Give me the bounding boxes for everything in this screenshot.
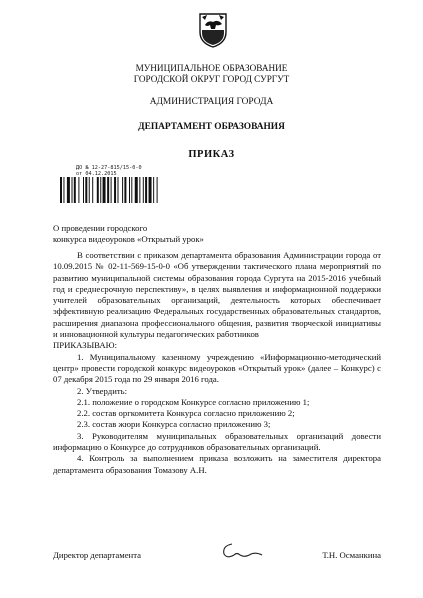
order-item-1: 1. Муниципальному казенному учреждению «Информационно-методический центр» провести городской конкурс видеоуроков «Открытый урок» (далее – Конкурс) с 07 декабря 2015 года по 29 января 2016 года. xyxy=(53,351,381,385)
signature-block xyxy=(53,550,381,570)
header-city-district: ГОРОДСКОЙ ОКРУГ ГОРОД СУРГУТ xyxy=(133,74,290,84)
barcode-bar xyxy=(78,177,79,203)
barcode-bar xyxy=(122,177,123,203)
barcode-bar xyxy=(72,177,73,203)
barcode-bar xyxy=(124,177,126,203)
barcode xyxy=(60,177,192,203)
registration-stamp xyxy=(76,165,142,177)
order-subject xyxy=(53,223,204,245)
order-word: ПРИКАЗЫВАЮ: xyxy=(53,340,118,351)
barcode-bar xyxy=(74,177,76,203)
subject-line-2: конкурса видеоуроков «Открытый урок» xyxy=(53,234,204,244)
barcode-bar xyxy=(111,177,112,203)
barcode-bar xyxy=(85,177,87,203)
barcode-bar xyxy=(157,177,158,203)
barcode-bar xyxy=(83,177,84,203)
coat-of-arms-emblem xyxy=(198,12,228,48)
barcode-bar xyxy=(100,177,101,203)
barcode-bar xyxy=(92,177,93,203)
barcode-bar xyxy=(139,177,140,203)
order-item-3: 3. Руководителям муниципальных образовательных организаций довести информацию о Конкурсе до сотрудников образовательных организаций. xyxy=(53,430,381,453)
header-municipality: МУНИЦИПАЛЬНОЕ ОБРАЗОВАНИЕ xyxy=(135,63,288,73)
barcode-bar xyxy=(131,177,132,203)
handwritten-signature xyxy=(218,540,268,562)
barcode-bar xyxy=(60,177,62,203)
barcode-bar xyxy=(97,177,99,203)
subject-line-1: О проведении городского xyxy=(53,223,148,233)
barcode-bar xyxy=(149,177,152,203)
order-item-2-1: 2.1. положение о городском Конкурсе согласно приложению 1; xyxy=(77,396,310,407)
order-item-2-3: 2.3. состав жюри Конкурса согласно приложению 3; xyxy=(77,419,271,430)
barcode-bar xyxy=(89,177,90,203)
registration-date: от 04.12.2015 xyxy=(76,171,117,177)
order-body xyxy=(53,250,381,476)
order-item-2-2: 2.2. состав оргкомитета Конкурса согласно приложению 2; xyxy=(77,408,295,419)
order-item-4: 4. Контроль за выполнением приказа возложить на заместителя директора департамента образования Томазову А.Н. xyxy=(53,453,381,475)
barcode-bar xyxy=(153,177,154,203)
barcode-bar xyxy=(107,177,109,203)
barcode-bar xyxy=(114,177,116,203)
registration-number: ДО № 12-27-815/15-0-0 xyxy=(76,165,142,171)
signatory-name: Т.Н. Османкина xyxy=(322,550,381,560)
order-item-2: 2. Утвердить: xyxy=(77,385,128,396)
barcode-bar xyxy=(129,177,130,203)
barcode-bar xyxy=(67,177,70,203)
barcode-bar xyxy=(143,177,144,203)
preamble-paragraph: В соответствии с приказом департамента образования Администрации города от 10.09.2015 № 02-11-569-15-0-0 «Об утверждении тактического плана мероприятий по развитию муниципальной системы образования города Сургута на 2015-2016 учебный год и среднесрочную перспективу», в целях выявления и информационной поддержки учителей образовательных организаций, деятельность которых обеспечивает эффективную реализацию Федеральных государственных образовательных стандартов, расширения диапазона профессионального общения, развития творческой инициативы и инновационной культуры педагогических работников xyxy=(53,250,381,340)
barcode-bar xyxy=(118,177,119,203)
barcode-bar xyxy=(135,177,138,203)
barcode-bar xyxy=(145,177,147,203)
barcode-bar xyxy=(103,177,106,203)
header-administration: АДМИНИСТРАЦИЯ ГОРОДА xyxy=(149,97,274,107)
signatory-title: Директор департамента xyxy=(53,550,141,560)
header-department: ДЕПАРТАМЕНТ ОБРАЗОВАНИЯ xyxy=(138,122,285,132)
document-type-title: ПРИКАЗ xyxy=(188,149,235,160)
barcode-bar xyxy=(63,177,64,203)
